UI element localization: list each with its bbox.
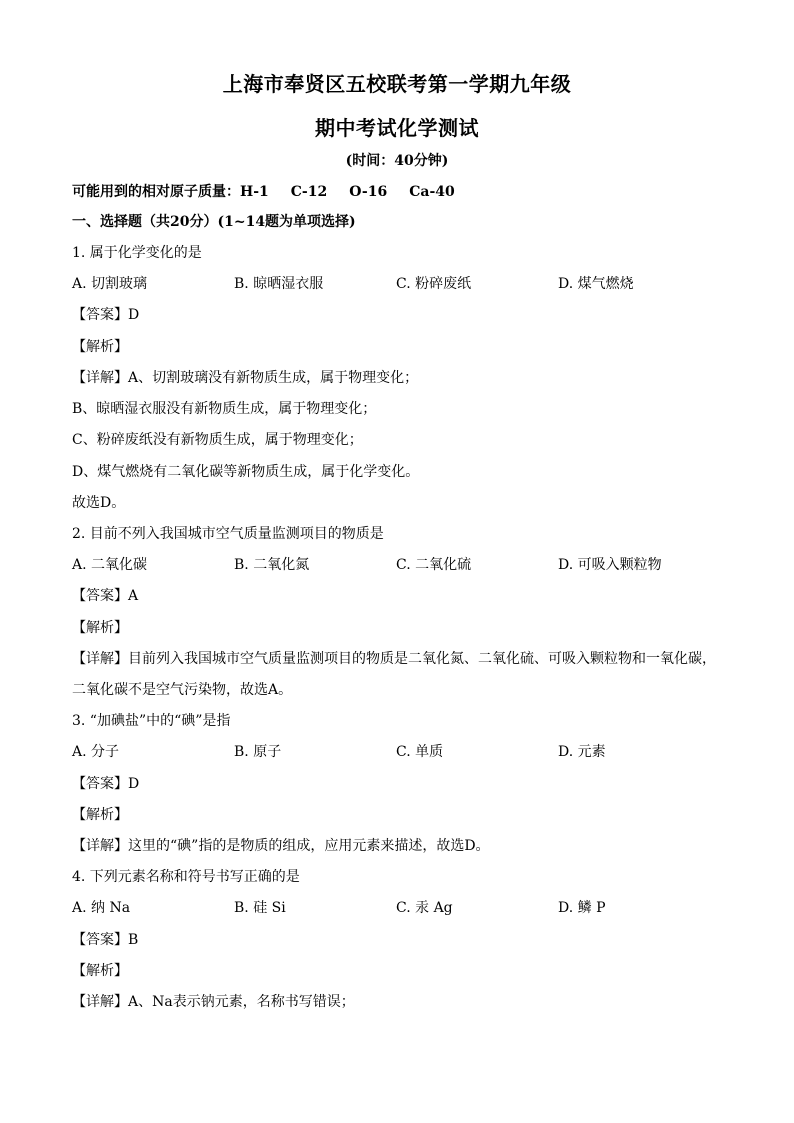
answer-tag: 【答案】	[72, 588, 128, 604]
atomic-mass-label: 可能用到的相对原子质量：	[72, 184, 240, 200]
q2-option-b: B. 二氧化氮	[234, 557, 310, 573]
q3-option-a: A. 分子	[72, 744, 120, 760]
exam-title-line2: 期中考试化学测试	[315, 116, 479, 140]
answer-value: B	[128, 932, 139, 948]
q2-detail-line	[72, 650, 716, 668]
q1-option-b: B. 晾晒湿衣服	[234, 276, 324, 292]
q1-option-d: D. 煤气燃烧	[558, 276, 634, 292]
detail-tag: 【详解】	[72, 838, 128, 854]
q3-detail-line	[72, 837, 490, 855]
q2-option-d: D. 可吸入颗粒物	[558, 557, 662, 573]
q1-detail-line	[72, 369, 418, 387]
q1-detail-line: 故选D。	[72, 495, 126, 511]
q4-analysis-tag: 【解析】	[72, 963, 128, 979]
q4-option-b: B. 硅 Si	[234, 900, 286, 916]
answer-tag: 【答案】	[72, 932, 128, 948]
atomic-mass-item: H-1	[240, 184, 269, 200]
q3-option-b: B. 原子	[234, 744, 282, 760]
q4-answer-line	[72, 931, 138, 949]
q2-answer-line	[72, 587, 138, 605]
answer-value: D	[128, 307, 140, 323]
q1-analysis-tag: 【解析】	[72, 339, 128, 355]
q1-detail-line: D、煤气燃烧有二氧化碳等新物质生成，属于化学变化。	[72, 464, 420, 480]
answer-value: A	[128, 588, 139, 604]
q1-detail-line: C、粉碎废纸没有新物质生成，属于物理变化；	[72, 432, 363, 448]
q3-analysis-tag: 【解析】	[72, 807, 128, 823]
exam-time: (时间：40分钟)	[345, 153, 449, 169]
exam-title-line1: 上海市奉贤区五校联考第一学期九年级	[222, 72, 572, 96]
answer-value: D	[128, 776, 140, 792]
question-3-stem: 3. “加碘盐”中的“碘”是指	[72, 713, 231, 729]
detail-tag: 【详解】	[72, 370, 128, 386]
q4-detail-line	[72, 993, 355, 1011]
section-heading: 一、选择题（共20分）(1~14题为单项选择)	[72, 214, 356, 230]
detail-text: A、切割玻璃没有新物质生成，属于物理变化；	[128, 370, 419, 386]
q3-option-d: D. 元素	[558, 744, 606, 760]
q4-option-c: C. 汞 Ag	[396, 900, 453, 916]
detail-tag: 【详解】	[72, 994, 128, 1010]
detail-text: 这里的“碘”指的是物质的组成，应用元素来描述，故选D。	[128, 838, 490, 854]
q1-option-a: A. 切割玻璃	[72, 276, 148, 292]
q3-answer-line	[72, 775, 139, 793]
q4-option-a: A. 纳 Na	[72, 900, 131, 916]
q4-option-d: D. 鳞 P	[558, 900, 606, 916]
question-1-stem: 1. 属于化学变化的是	[72, 245, 202, 261]
answer-tag: 【答案】	[72, 307, 128, 323]
q2-detail-line: 二氧化碳不是空气污染物，故选A。	[72, 682, 293, 698]
q2-analysis-tag: 【解析】	[72, 620, 128, 636]
detail-tag: 【详解】	[72, 651, 128, 667]
answer-tag: 【答案】	[72, 776, 128, 792]
atomic-mass-item: O-16	[349, 184, 388, 200]
detail-text: A、Na表示钠元素，名称书写错误；	[128, 994, 355, 1010]
q2-option-a: A. 二氧化碳	[72, 557, 148, 573]
detail-text: 目前列入我国城市空气质量监测项目的物质是二氧化氮、二氧化硫、可吸入颗粒物和一氧化碳，	[128, 651, 716, 667]
q1-option-c: C. 粉碎废纸	[396, 276, 472, 292]
q2-option-c: C. 二氧化硫	[396, 557, 472, 573]
question-2-stem: 2. 目前不列入我国城市空气质量监测项目的物质是	[72, 526, 384, 542]
atomic-mass-item: Ca-40	[409, 184, 455, 200]
atomic-mass-line	[72, 183, 477, 201]
q1-answer-line	[72, 306, 139, 324]
q3-option-c: C. 单质	[396, 744, 444, 760]
q1-detail-line: B、晾晒湿衣服没有新物质生成，属于物理变化；	[72, 401, 377, 417]
atomic-mass-item: C-12	[290, 184, 328, 200]
question-4-stem: 4. 下列元素名称和符号书写正确的是	[72, 869, 300, 885]
